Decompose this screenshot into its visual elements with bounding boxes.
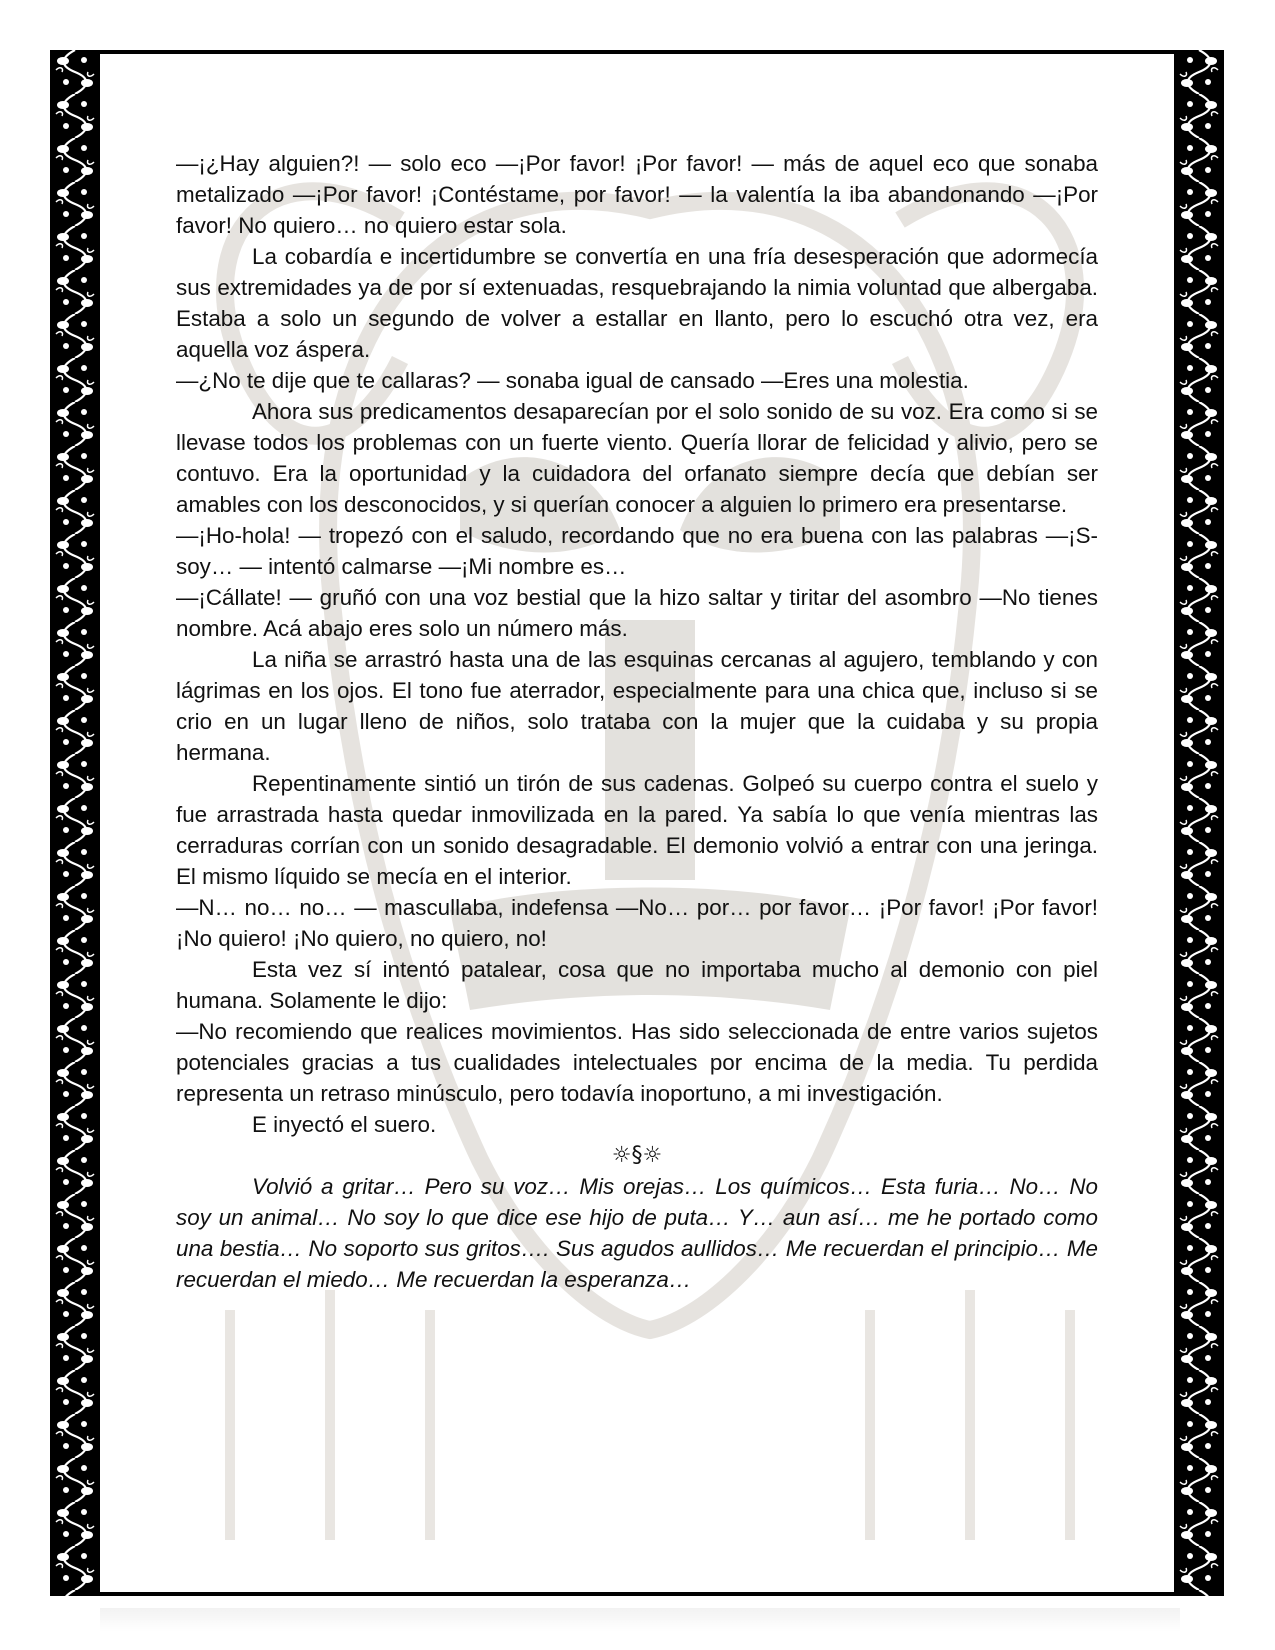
- paragraph: —No recomiendo que realices movimientos. Has sido seleccionada de entre varios sujetos potenciales gracias a tus cualidades intelectuales por encima de la media. Tu perdida representa un retraso minúsculo, pero todavía inoportuno, a mi investigación.: [176, 1019, 1098, 1106]
- paragraph: —¡Ho-hola! — tropezó con el saludo, recordando que no era buena con las palabras —¡S-soy… — intentó calmarse —¡Mi nombre es…: [176, 523, 1098, 579]
- paragraph: La cobardía e incertidumbre se convertía en una fría desesperación que adormecía sus extremidades ya de por sí extenuadas, resquebrajando la nimia voluntad que albergaba. Estaba a solo un segundo de volver a estallar en llanto, pero lo escuchó otra vez, era aquella voz áspera.: [176, 244, 1098, 362]
- scan-shadow: [100, 1608, 1180, 1632]
- story-text: [176, 148, 1098, 1295]
- paragraph: Repentinamente sintió un tirón de sus cadenas. Golpeó su cuerpo contra el suelo y fue arrastrada hasta quedar inmovilizada en la pared. Ya sabía lo que venía mientras las cerraduras corrían con un sonido desagradable. El demonio volvió a entrar con una jeringa. El mismo líquido se mecía en el interior.: [176, 771, 1098, 889]
- paragraph: —¿No te dije que te callaras? — sonaba igual de cansado —Eres una molestia.: [176, 368, 969, 393]
- paragraph: Esta vez sí intentó patalear, cosa que no importaba mucho al demonio con piel humana. Solamente le dijo:: [176, 957, 1098, 1013]
- paragraph: —N… no… no… — mascullaba, indefensa —No… por… por favor… ¡Por favor! ¡Por favor! ¡No quiero! ¡No quiero, no quiero, no!: [176, 895, 1098, 951]
- right-floral-border: [1174, 50, 1224, 1596]
- paragraph: E inyectó el suero.: [252, 1112, 437, 1137]
- paragraph: La niña se arrastró hasta una de las esquinas cercanas al agujero, temblando y con lágrimas en los ojos. El tono fue aterrador, especialmente para una chica que, incluso si se crio en un lugar lleno de niños, solo trataba con la mujer que la cuidaba y su propia hermana.: [176, 647, 1098, 765]
- paragraph: —¡Cállate! — gruñó con una voz bestial que la hizo saltar y tiritar del asombro —No tienes nombre. Acá abajo eres solo un número más.: [176, 585, 1098, 641]
- paragraph: Ahora sus predicamentos desaparecían por el solo sonido de su voz. Era como si se llevase todos los problemas con un fuerte viento. Quería llorar de felicidad y alivio, pero se contuvo. Era la oportunidad y la cuidadora del orfanato siempre decía que debían ser amables con los desconocidos, y si querían conocer a alguien lo primero era presentarse.: [176, 399, 1098, 517]
- section-separator: ☼§☼: [611, 1143, 663, 1168]
- paragraph: —¡¿Hay alguien?! — solo eco —¡Por favor! ¡Por favor! — más de aquel eco que sonaba metalizado —¡Por favor! ¡Contéstame, por favor! — la valentía la iba abandonando —¡Por favor! No quiero… no quiero estar sola.: [176, 151, 1098, 238]
- italic-inner-monologue: Volvió a gritar… Pero su voz… Mis orejas… Los químicos… Esta furia… No… No soy un animal… No soy lo que dice ese hijo de puta… Y… aun así… me he portado como una bestia… No soporto sus gritos…. Sus agudos aullidos… Me recuerdan el principio… Me recuerdan el miedo… Me recuerdan la esperanza…: [176, 1174, 1098, 1292]
- left-floral-border: [50, 50, 100, 1596]
